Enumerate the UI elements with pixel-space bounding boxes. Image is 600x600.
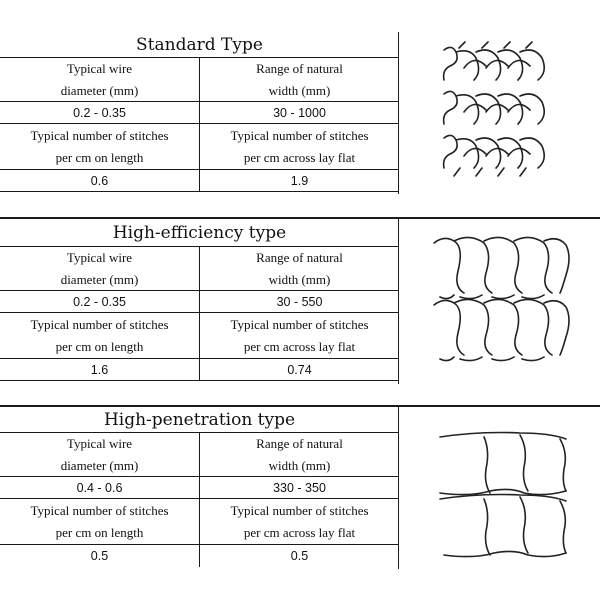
header-row xyxy=(0,313,399,359)
stitches-across-value: 1.9 xyxy=(290,173,309,188)
wire-diameter-value: 0.2 - 0.35 xyxy=(0,102,200,123)
natural-width-value: 30 - 550 xyxy=(276,294,323,309)
wire-diameter-header: Typical wire diameter (mm) xyxy=(0,247,200,290)
value-row xyxy=(0,291,399,313)
medium-knit-stitch-diagram-icon xyxy=(404,225,594,375)
stitches-length-header: Typical number of stitches per cm on length xyxy=(0,124,200,169)
header-row xyxy=(0,58,399,102)
header-row xyxy=(0,247,399,291)
title-row xyxy=(0,32,399,58)
value-row xyxy=(0,359,399,381)
stitch-diagram-svg xyxy=(404,38,594,188)
stitches-length-value: 0.5 xyxy=(0,545,200,567)
stitches-length-header: Typical number of stitches per cm on length xyxy=(0,313,200,358)
wire-diameter-header: Typical wire diameter (mm) xyxy=(0,58,200,101)
title-row xyxy=(0,219,399,247)
dense-knit-stitch-diagram-icon xyxy=(404,38,594,188)
title-row xyxy=(0,407,399,433)
high-efficiency-type-card xyxy=(0,217,600,384)
wire-diameter-header: Typical wire diameter (mm) xyxy=(0,433,200,476)
wire-diameter-value: 0.2 - 0.35 xyxy=(0,291,200,312)
stitch-diagram-svg xyxy=(404,225,594,375)
header-row xyxy=(0,124,399,170)
header-row xyxy=(0,433,399,477)
stitches-across-value: 0.74 xyxy=(287,362,312,377)
header-row xyxy=(0,499,399,545)
wire-diameter-value: 0.4 - 0.6 xyxy=(0,477,200,498)
value-row xyxy=(0,170,399,192)
value-row xyxy=(0,102,399,124)
stitches-length-header: Typical number of stitches per cm on length xyxy=(0,499,200,544)
high-penetration-type-card xyxy=(0,405,600,569)
natural-width-header: Range of natural width (mm) xyxy=(256,60,343,98)
high-penetration-type-table xyxy=(0,407,399,569)
stitches-length-value: 0.6 xyxy=(0,170,200,191)
stitches-length-value: 1.6 xyxy=(0,359,200,380)
natural-width-value: 330 - 350 xyxy=(273,480,326,495)
value-row xyxy=(0,477,399,499)
value-row xyxy=(0,545,399,567)
high-efficiency-type-table xyxy=(0,219,399,384)
natural-width-header: Range of natural width (mm) xyxy=(256,249,343,287)
card-title: High-penetration type xyxy=(103,409,296,430)
stitches-across-header: Typical number of stitches per cm across lay flat xyxy=(230,127,369,165)
natural-width-header: Range of natural width (mm) xyxy=(256,435,343,473)
card-title: High-efficiency type xyxy=(112,222,287,243)
card-title: Standard Type xyxy=(136,34,263,55)
stitch-diagram-svg xyxy=(404,413,594,563)
natural-width-value: 30 - 1000 xyxy=(273,105,326,120)
stitches-across-header: Typical number of stitches per cm across lay flat xyxy=(230,316,369,354)
open-knit-stitch-diagram-icon xyxy=(404,413,594,563)
stitches-across-header: Typical number of stitches per cm across lay flat xyxy=(230,502,369,540)
stitches-across-value: 0.5 xyxy=(290,549,309,563)
standard-type-card xyxy=(0,32,600,194)
standard-type-table xyxy=(0,32,399,194)
